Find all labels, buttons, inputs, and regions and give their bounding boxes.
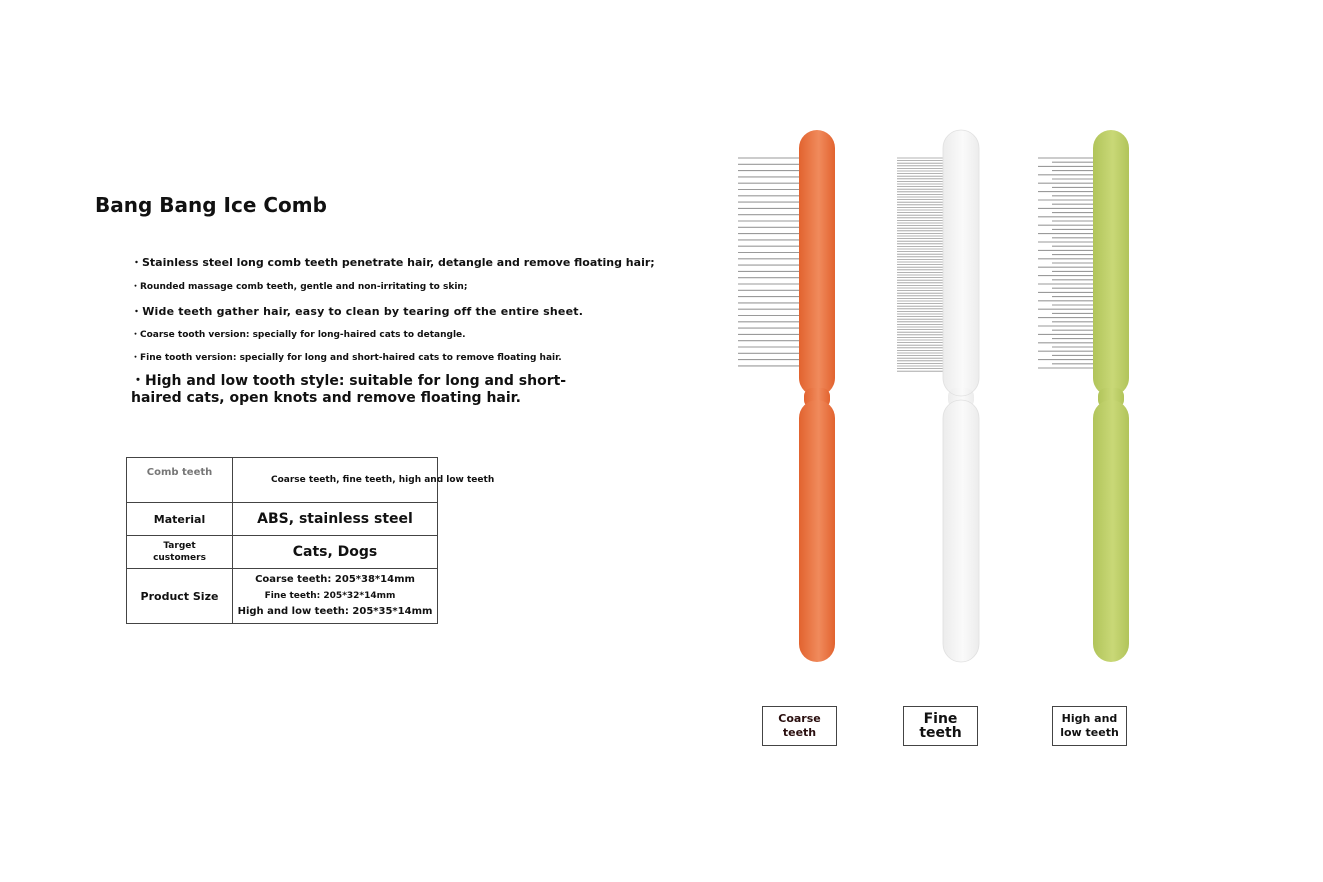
spec-label-target-line1: Target	[163, 541, 196, 551]
size-coarse: Coarse teeth: 205*38*14mm	[255, 574, 415, 585]
comb-high-low	[1038, 130, 1129, 662]
spec-value-comb-teeth: Coarse teeth, fine teeth, high and low teeth	[233, 458, 438, 503]
feature-massage-teeth: ・Rounded massage comb teeth, gentle and non-irritating to skin;	[131, 282, 468, 292]
feature-high-low-version: ・High and low tooth style: suitable for long and short-haired cats, open knots and remove floating hair.	[131, 373, 567, 406]
comb-teeth	[738, 158, 801, 366]
label-fine-line1: Fine teeth	[919, 711, 962, 741]
comb-handle-lower	[1093, 400, 1129, 662]
label-high-low-line1: High and	[1061, 712, 1118, 725]
size-fine: Fine teeth: 205*32*14mm	[264, 591, 396, 601]
comb-handle-upper	[943, 130, 979, 396]
comb-handle-lower	[943, 400, 979, 662]
comb-handle-upper	[1093, 130, 1129, 396]
feature-coarse-version: ・Coarse tooth version: specially for long-haired cats to detangle.	[131, 330, 466, 340]
comb-teeth	[897, 158, 945, 371]
label-coarse-teeth	[762, 706, 837, 746]
product-title: Bang Bang Ice Comb	[95, 193, 327, 217]
spec-label-size: Product Size	[127, 569, 233, 624]
spec-label-target-line2: customers	[153, 553, 206, 563]
label-high-low-teeth	[1052, 706, 1127, 746]
label-coarse-line2: teeth	[782, 726, 817, 739]
comb-fine	[897, 130, 979, 662]
feature-steel-teeth: ・Stainless steel long comb teeth penetrate hair, detangle and remove floating hair;	[131, 256, 655, 269]
comb-handle-lower	[799, 400, 835, 662]
spec-value-material: ABS, stainless steel	[233, 503, 438, 536]
label-fine-teeth	[903, 706, 978, 746]
comb-coarse	[738, 130, 835, 662]
label-high-low-line2: low teeth	[1060, 726, 1119, 739]
size-high-low: High and low teeth: 205*35*14mm	[237, 606, 433, 617]
spec-label-comb-teeth: Comb teeth	[127, 458, 233, 503]
feature-wide-teeth: ・Wide teeth gather hair, easy to clean by tearing off the entire sheet.	[131, 305, 584, 318]
spec-label-material: Material	[127, 503, 233, 536]
feature-fine-version: ・Fine tooth version: specially for long and short-haired cats to remove floating hair.	[131, 353, 562, 363]
label-coarse-line1: Coarse	[778, 712, 821, 725]
comb-teeth	[1038, 158, 1095, 368]
spec-value-target: Cats, Dogs	[233, 536, 438, 569]
comb-handle-upper	[799, 130, 835, 396]
